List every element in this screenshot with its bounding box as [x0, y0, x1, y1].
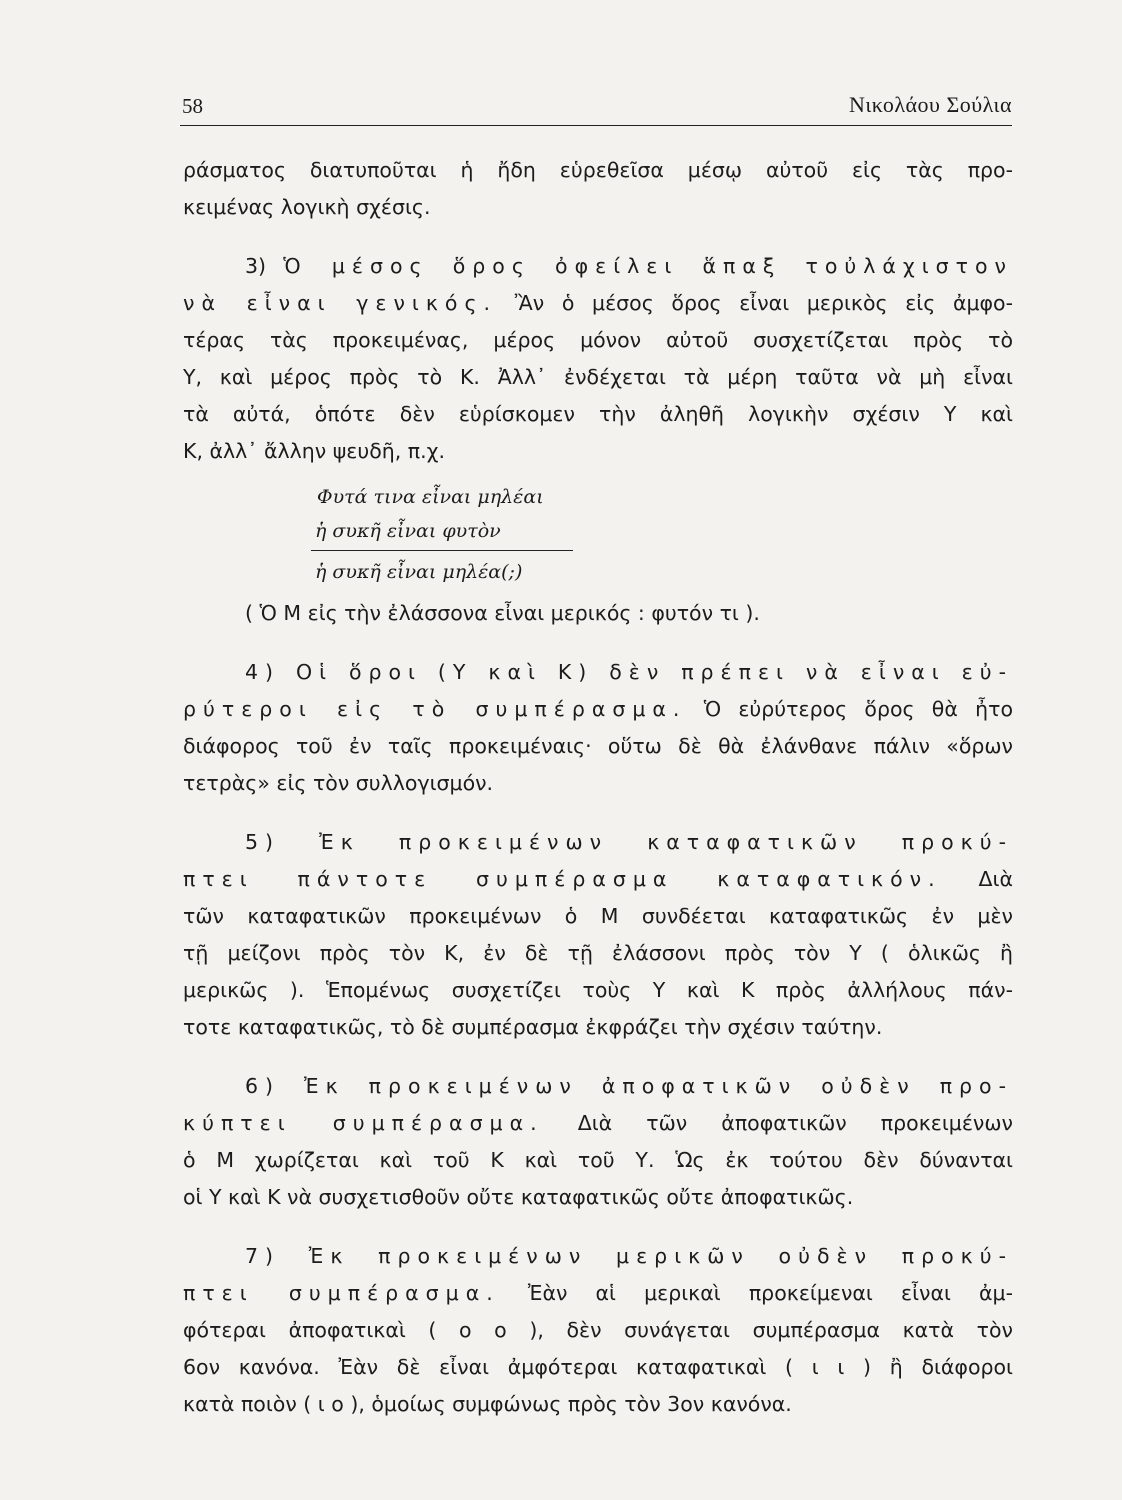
rule-title-cont: νὰ εἶναι γενικός. — [183, 291, 498, 315]
text-line: κύπτει συμπέρασμα. Διὰ τῶν ἀποφατικῶν προκειμένων — [183, 1111, 1013, 1135]
rule-3-heading-line — [183, 248, 1013, 285]
text-line: τοτε καταφατικῶς, τὸ δὲ συμπέρασμα ἐκφράζει τὴν σχέσιν ταύτην. — [183, 1015, 883, 1039]
rule-title-cont: ρύτεροι εἰς τὸ συμπέρασμα. — [183, 697, 687, 721]
page-body — [183, 152, 1013, 1423]
rule-3-paragraph — [183, 248, 1013, 470]
rule-6-heading-line — [183, 1068, 1013, 1105]
syllogism-example — [315, 480, 1013, 589]
text-line: πτει πάντοτε συμπέρασμα καταφατικόν. Διὰ — [183, 867, 1013, 891]
example-note: ( Ὁ Μ εἰς τὴν ἐλάσσονα εἶναι μερικός : φυτόν τι ). — [245, 601, 760, 625]
header-rule — [180, 125, 1012, 126]
text-line: μερικῶς ). Ἑπομένως συσχετίζει τοὺς Υ καὶ Κ πρὸς ἀλλήλους πάν- — [183, 978, 1013, 1002]
paragraph-continuation — [183, 152, 1013, 226]
rule-title: 6) Ἐκ προκειμένων ἀποφατικῶν οὐδὲν προ- — [245, 1074, 1013, 1098]
rule-number: 3) — [245, 254, 267, 278]
text-line: 6ον κανόνα. Ἐὰν δὲ εἶναι ἀμφότεραι καταφατικαὶ ( ι ι ) ἢ διάφοροι — [183, 1355, 1013, 1379]
rule-title: 5) Ἐκ προκειμένων καταφατικῶν προκύ- — [245, 830, 1013, 854]
running-header-author: Νικολάου Σούλια — [848, 92, 1012, 117]
conclusion: ἡ συκῆ εἶναι μηλέα(;) — [315, 561, 523, 583]
syllogism-rule — [311, 550, 573, 551]
text-line: τῶν καταφατικῶν προκειμένων ὁ Μ συνδέεται καταφατικῶς ἐν μὲν — [183, 904, 1013, 928]
rule-6-paragraph — [183, 1068, 1013, 1216]
rule-title-cont: πτει πάντοτε συμπέρασμα καταφατικόν. — [183, 867, 942, 891]
text-line: κατὰ ποιὸν ( ι ο ), ὁμοίως συμφώνως πρὸς τὸν 3ον κανόνα. — [183, 1392, 792, 1416]
rule-title-cont: κύπτει συμπέρασμα. — [183, 1111, 544, 1135]
text-line: τετρὰς» εἰς τὸν συλλογισμόν. — [183, 771, 494, 795]
page-number: 58 — [182, 94, 203, 118]
minor-premise: ἡ συκῆ εἶναι φυτὸν — [315, 520, 501, 542]
text-line: ὁ Μ χωρίζεται καὶ τοῦ Κ καὶ τοῦ Υ. Ὡς ἐκ τούτου δὲν δύνανται — [183, 1148, 1013, 1172]
text-line: τὰ αὐτά, ὁπότε δὲν εὑρίσκομεν τὴν ἀληθῆ λογικὴν σχέσιν Υ καὶ — [183, 402, 1013, 426]
text-line: νὰ εἶναι γενικός. Ἂν ὁ μέσος ὅρος εἶναι μερικὸς εἰς ἀμφο- — [183, 291, 1013, 315]
text-line: τῇ μείζονι πρὸς τὸν Κ, ἐν δὲ τῇ ἐλάσσονι πρὸς τὸν Υ ( ὁλικῶς ἢ — [183, 941, 1013, 965]
rule-7-heading-line — [183, 1238, 1013, 1275]
rule-title: Ὁ μέσος ὅρος ὀφείλει ἅπαξ τοὐλάχιστον — [283, 254, 1013, 278]
text-line: κειμένας λογικὴ σχέσις. — [183, 195, 431, 219]
rule-5-paragraph — [183, 824, 1013, 1046]
text-line: ρύτεροι εἰς τὸ συμπέρασμα. Ὁ εὐρύτερος ὅρος θὰ ἦτο — [183, 697, 1013, 721]
text-line: οἱ Υ καὶ Κ νὰ συσχετισθοῦν οὔτε καταφατικῶς οὔτε ἀποφατικῶς. — [183, 1185, 854, 1209]
text-line: τέρας τὰς προκειμένας, μέρος μόνον αὐτοῦ συσχετίζεται πρὸς τὸ — [183, 328, 1013, 352]
text-line: φότεραι ἀποφατικαὶ ( ο ο ), δὲν συνάγεται συμπέρασμα κατὰ τὸν — [183, 1318, 1013, 1342]
rule-title-cont: πτει συμπέρασμα. — [183, 1281, 500, 1305]
rule-title: 4) Οἱ ὅροι (Υ καὶ Κ) δὲν πρέπει νὰ εἶναι εὐ- — [245, 660, 1013, 684]
major-premise: Φυτά τινα εἶναι μηλέαι — [317, 486, 544, 508]
rule-4-heading-line — [183, 654, 1013, 691]
rule-4-paragraph — [183, 654, 1013, 802]
text-line: Υ, καὶ μέρος πρὸς τὸ Κ. Ἀλλ᾽ ἐνδέχεται τὰ μέρη ταῦτα νὰ μὴ εἶναι — [183, 365, 1013, 389]
rule-title: 7) Ἐκ προκειμένων μερικῶν οὐδὲν προκύ- — [245, 1244, 1013, 1268]
text-line: Κ, ἀλλ᾽ ἄλλην ψευδῆ, π.χ. — [183, 439, 446, 463]
rule-5-heading-line — [183, 824, 1013, 861]
rule-7-paragraph — [183, 1238, 1013, 1423]
text-line: διάφορος τοῦ ἐν ταῖς προκειμέναις· οὕτω δὲ θὰ ἐλάνθανε πάλιν «ὅρων — [183, 734, 1013, 758]
text-line: πτει συμπέρασμα. Ἐὰν αἱ μερικαὶ προκείμεναι εἶναι ἀμ- — [183, 1281, 1013, 1305]
text-line: ράσματος διατυποῦται ἡ ἤδη εὑρεθεῖσα μέσῳ αὐτοῦ εἰς τὰς προ- — [183, 158, 1013, 182]
